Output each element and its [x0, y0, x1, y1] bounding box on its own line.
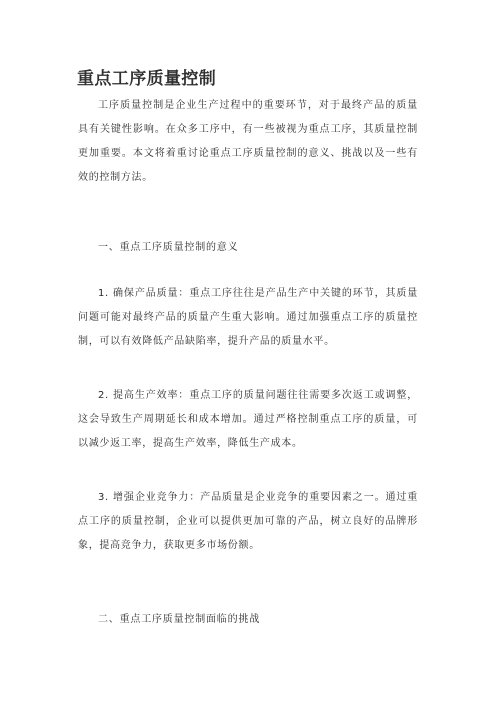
document-title: 重点工序质量控制 [77, 69, 217, 89]
section-heading-significance: 一、重点工序质量控制的意义 [98, 242, 239, 253]
section-heading-challenges: 二、重点工序质量控制面临的挑战 [98, 614, 260, 625]
point-ensure-quality: 1. 确保产品质量：重点工序往往是产品生产中关键的环节，其质量问题可能对最终产品的质量产生重大影响。通过加强重点工序的质量控制，可以有效降低产品缺陷率，提升产品的质量水平。 [78, 288, 418, 347]
point-enhance-competitiveness: 3. 增强企业竞争力：产品质量是企业竞争的重要因素之一。通过重点工序的质量控制，企业可以提供更加可靠的产品，树立良好的品牌形象，提高竞争力，获取更多市场份额。 [78, 492, 418, 551]
intro-paragraph: 工序质量控制是企业生产过程中的重要环节，对于最终产品的质量具有关键性影响。在众多工序中，有一些被视为重点工序，其质量控制更加重要。本文将着重讨论重点工序质量控制的意义、挑战以及一些有效的控制方法。 [78, 100, 418, 183]
point-improve-efficiency: 2. 提高生产效率：重点工序的质量问题往往需要多次返工或调整，这会导致生产周期延长和成本增加。通过严格控制重点工序的质量，可以减少返工率，提高生产效率，降低生产成本。 [78, 390, 418, 449]
